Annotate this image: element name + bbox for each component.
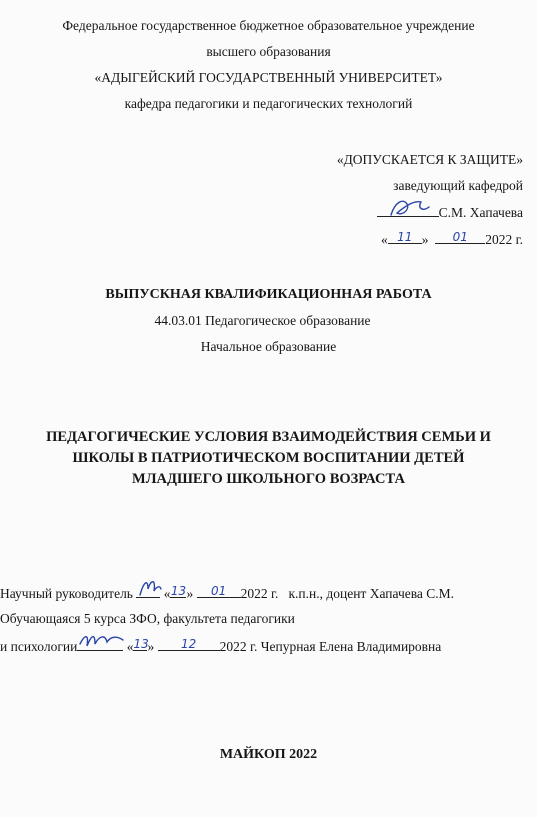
approval-month: 01 [452,230,468,244]
approval-year: 2022 г. [485,232,523,247]
approval-day-field [388,231,422,244]
student-name: Чепурная Елена Владимировна [260,639,442,654]
head-signature [377,204,439,217]
specialty-profile: Начальное образование [200,339,337,354]
student-faculty-end: и психологии [0,639,78,654]
student-month: 12 [180,637,197,651]
supervisor-info: к.п.н., доцент Хапачева С.М. [288,586,455,601]
city-year: МАЙКОП 2022 [219,747,318,762]
student-day-field [133,638,147,651]
institution-line-1: Федеральное государственное бюджетное образовательное учреждение [62,18,475,33]
approval-date: « 11 » 01 2022 г. [380,230,523,247]
department-name: кафедра педагогики и педагогических технологий [124,96,413,111]
topic-line-1: ПЕДАГОГИЧЕСКИЕ УСЛОВИЯ ВЗАИМОДЕЙСТВИЯ СЕМЬИ И [46,429,491,445]
approval-role: заведующий кафедрой [393,178,523,193]
supervisor-label: Научный руководитель [0,586,133,601]
topic-line-3: МЛАДШЕГО ШКОЛЬНОГО ВОЗРАСТА [132,471,405,487]
approval-day: 11 [397,230,413,244]
signature-icon [136,577,162,599]
signature-icon [77,630,125,652]
university-name: «АДЫГЕЙСКИЙ ГОСУДАРСТВЕННЫЙ УНИВЕРСИТЕТ» [94,70,443,85]
approval-heading: «ДОПУСКАЕТСЯ К ЗАЩИТЕ» [336,152,523,167]
approval-month-field [435,231,485,244]
institution-line-2: высшего образования [206,44,331,59]
topic-line-2: ШКОЛЫ В ПАТРИОТИЧЕСКОМ ВОСПИТАНИИ ДЕТЕЙ [72,450,465,466]
supervisor-signature [136,585,160,598]
student-signature [77,638,123,651]
approval-signature-line [377,204,523,221]
specialty-code: 44.03.01 Педагогическое образование [154,313,371,328]
student-day: 13 [133,637,149,651]
supervisor-year: 2022 г. [240,586,279,601]
student-line-1: Обучающаяся 5 курса ЗФО, факультета педагогики [0,611,295,626]
head-name: С.М. Хапачева [438,205,523,220]
student-month-field [158,638,220,651]
work-type: ВЫПУСКНАЯ КВАЛИФИКАЦИОННАЯ РАБОТА [105,287,432,302]
student-year: 2022 г. [219,639,258,654]
supervisor-day: 13 [170,584,187,598]
supervisor-month-field [197,585,241,598]
student-line-2: и психологии « 13 » 12 2022 г. Чепурная Елена Владимировна [0,638,441,655]
supervisor-day-field [170,585,186,598]
signature-icon [377,198,439,218]
supervisor-line: Научный руководитель « 13 » 01 2022 г. к.п.н., доцент Хапачева С.М. [0,585,454,602]
supervisor-month: 01 [210,584,227,598]
